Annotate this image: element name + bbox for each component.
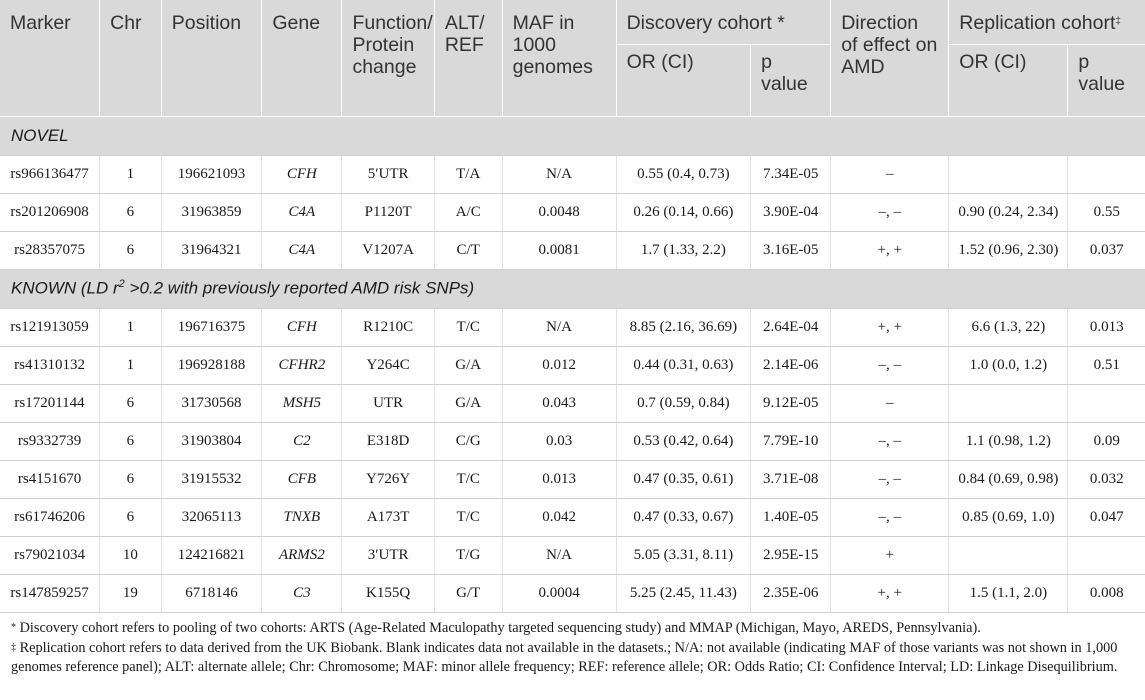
cell-position: 31964321 <box>161 231 262 269</box>
cell-or-ci: 0.26 (0.14, 0.66) <box>616 193 751 231</box>
table-body <box>0 116 1145 612</box>
section-label <box>0 116 1145 155</box>
cell-or-ci: 0.53 (0.42, 0.64) <box>616 422 751 460</box>
section-label-text: KNOWN (LD r <box>11 278 119 298</box>
cell-rep-p-value: 0.008 <box>1068 574 1145 612</box>
cell-direction: –, – <box>831 422 949 460</box>
cell-rep-or-ci: 0.84 (0.69, 0.98) <box>949 460 1068 498</box>
cell-maf: 0.043 <box>502 384 616 422</box>
cell-direction: +, + <box>831 231 949 269</box>
cell-rep-p-value: 0.51 <box>1068 346 1145 384</box>
cell-direction: + <box>831 536 949 574</box>
cell-position: 31915532 <box>161 460 262 498</box>
cell-chr: 1 <box>100 155 162 193</box>
table-row <box>0 536 1145 574</box>
cell-function: A173T <box>342 498 434 536</box>
cell-rep-or-ci: 1.52 (0.96, 2.30) <box>949 231 1068 269</box>
table-row <box>0 384 1145 422</box>
section-label-text: NOVEL <box>11 125 69 145</box>
cell-rep-p-value: 0.013 <box>1068 308 1145 346</box>
cell-maf: N/A <box>502 155 616 193</box>
header-replication <box>949 0 1145 44</box>
cell-chr: 6 <box>100 422 162 460</box>
cell-rep-p-value <box>1068 384 1145 422</box>
cell-direction: –, – <box>831 498 949 536</box>
cell-rep-p-value: 0.037 <box>1068 231 1145 269</box>
cell-gene: CFB <box>262 460 342 498</box>
header-function: Function/ Protein change <box>342 0 434 116</box>
header-gene: Gene <box>262 0 342 116</box>
section-label-suffix: >0.2 with previously reported AMD risk SNPs) <box>124 278 475 298</box>
cell-position: 196716375 <box>161 308 262 346</box>
cell-chr: 10 <box>100 536 162 574</box>
cell-function: Y264C <box>342 346 434 384</box>
cell-function: K155Q <box>342 574 434 612</box>
cell-chr: 6 <box>100 193 162 231</box>
cell-gene: C3 <box>262 574 342 612</box>
table-row <box>0 574 1145 612</box>
header-maf: MAF in 1000 genomes <box>502 0 616 116</box>
header-alt-ref: ALT/ REF <box>434 0 502 116</box>
table-row <box>0 155 1145 193</box>
footnotes <box>11 619 1139 678</box>
cell-rep-or-ci <box>949 536 1068 574</box>
table-row <box>0 308 1145 346</box>
cell-maf: 0.013 <box>502 460 616 498</box>
cell-rep-or-ci <box>949 384 1068 422</box>
cell-maf: 0.0048 <box>502 193 616 231</box>
cell-function: R1210C <box>342 308 434 346</box>
cell-position: 196621093 <box>161 155 262 193</box>
cell-position: 6718146 <box>161 574 262 612</box>
cell-alt-ref: G/A <box>434 384 502 422</box>
header-replication-label: Replication cohort <box>959 12 1116 34</box>
cell-alt-ref: T/C <box>434 308 502 346</box>
header-discovery: Discovery cohort * <box>616 0 831 44</box>
cell-marker: rs4151670 <box>0 460 100 498</box>
cell-marker: rs201206908 <box>0 193 100 231</box>
cell-p-value: 3.71E-08 <box>751 460 831 498</box>
cell-gene: CFHR2 <box>262 346 342 384</box>
cell-chr: 19 <box>100 574 162 612</box>
cell-maf: 0.03 <box>502 422 616 460</box>
cell-gene: CFH <box>262 155 342 193</box>
cell-or-ci: 0.47 (0.35, 0.61) <box>616 460 751 498</box>
cell-rep-p-value <box>1068 536 1145 574</box>
table-row <box>0 231 1145 269</box>
cell-alt-ref: T/G <box>434 536 502 574</box>
cell-alt-ref: C/T <box>434 231 502 269</box>
cell-rep-p-value <box>1068 155 1145 193</box>
cell-p-value: 2.64E-04 <box>751 308 831 346</box>
cell-p-value: 1.40E-05 <box>751 498 831 536</box>
cell-direction: +, + <box>831 574 949 612</box>
cell-p-value: 9.12E-05 <box>751 384 831 422</box>
cell-maf: 0.042 <box>502 498 616 536</box>
cell-position: 32065113 <box>161 498 262 536</box>
cell-marker: rs61746206 <box>0 498 100 536</box>
cell-p-value: 3.90E-04 <box>751 193 831 231</box>
cell-function: 5′UTR <box>342 155 434 193</box>
cell-function: E318D <box>342 422 434 460</box>
cell-position: 196928188 <box>161 346 262 384</box>
cell-rep-or-ci: 1.1 (0.98, 1.2) <box>949 422 1068 460</box>
cell-chr: 6 <box>100 384 162 422</box>
cell-maf: 0.0081 <box>502 231 616 269</box>
table-row <box>0 498 1145 536</box>
cell-marker: rs966136477 <box>0 155 100 193</box>
cell-alt-ref: A/C <box>434 193 502 231</box>
cell-or-ci: 8.85 (2.16, 36.69) <box>616 308 751 346</box>
cell-maf: 0.0004 <box>502 574 616 612</box>
cell-gene: ARMS2 <box>262 536 342 574</box>
cell-or-ci: 5.25 (2.45, 11.43) <box>616 574 751 612</box>
cell-function: 3′UTR <box>342 536 434 574</box>
footnote-text: Discovery cohort refers to pooling of two cohorts: ARTS (Age-Related Maculopathy targeted sequencing study) and MMAP (Michigan, Mayo, AREDS, Pennsylvania). <box>19 620 981 636</box>
footnote-replication <box>11 639 1139 678</box>
header-position: Position <box>161 0 262 116</box>
cell-alt-ref: G/A <box>434 346 502 384</box>
cell-direction: – <box>831 155 949 193</box>
section-label-superscript: 2 <box>118 278 125 291</box>
table-row <box>0 193 1145 231</box>
cell-alt-ref: C/G <box>434 422 502 460</box>
header-marker: Marker <box>0 0 100 116</box>
replication-symbol: ‡ <box>1115 16 1121 27</box>
cell-position: 124216821 <box>161 536 262 574</box>
cell-or-ci: 0.44 (0.31, 0.63) <box>616 346 751 384</box>
cell-rep-or-ci: 0.85 (0.69, 1.0) <box>949 498 1068 536</box>
cell-alt-ref: G/T <box>434 574 502 612</box>
cell-maf: N/A <box>502 536 616 574</box>
cell-maf: N/A <box>502 308 616 346</box>
cell-chr: 1 <box>100 346 162 384</box>
cell-function: UTR <box>342 384 434 422</box>
cell-direction: – <box>831 384 949 422</box>
cell-marker: rs121913059 <box>0 308 100 346</box>
cell-p-value: 2.14E-06 <box>751 346 831 384</box>
cell-rep-or-ci: 0.90 (0.24, 2.34) <box>949 193 1068 231</box>
cell-direction: –, – <box>831 460 949 498</box>
header-or-ci-replication: OR (CI) <box>949 44 1068 116</box>
cell-direction: –, – <box>831 346 949 384</box>
cell-gene: C4A <box>262 231 342 269</box>
cell-or-ci: 0.47 (0.33, 0.67) <box>616 498 751 536</box>
cell-gene: C2 <box>262 422 342 460</box>
section-row <box>0 269 1145 308</box>
cell-or-ci: 1.7 (1.33, 2.2) <box>616 231 751 269</box>
cell-rep-or-ci: 1.5 (1.1, 2.0) <box>949 574 1068 612</box>
cell-maf: 0.012 <box>502 346 616 384</box>
section-label <box>0 269 1145 308</box>
cell-rep-or-ci: 1.0 (0.0, 1.2) <box>949 346 1068 384</box>
cell-position: 31963859 <box>161 193 262 231</box>
cell-function: V1207A <box>342 231 434 269</box>
cell-function: P1120T <box>342 193 434 231</box>
cell-alt-ref: T/C <box>434 460 502 498</box>
cell-or-ci: 0.55 (0.4, 0.73) <box>616 155 751 193</box>
header-direction: Direction of effect on AMD <box>831 0 949 116</box>
table-row <box>0 460 1145 498</box>
header-p-value: p value <box>751 44 831 116</box>
cell-direction: –, – <box>831 193 949 231</box>
cell-p-value: 2.95E-15 <box>751 536 831 574</box>
cell-marker: rs147859257 <box>0 574 100 612</box>
cell-rep-p-value: 0.55 <box>1068 193 1145 231</box>
cell-rep-or-ci <box>949 155 1068 193</box>
cell-or-ci: 5.05 (3.31, 8.11) <box>616 536 751 574</box>
table-row <box>0 422 1145 460</box>
cell-chr: 6 <box>100 231 162 269</box>
cell-p-value: 2.35E-06 <box>751 574 831 612</box>
cell-alt-ref: T/C <box>434 498 502 536</box>
cell-marker: rs41310132 <box>0 346 100 384</box>
cell-p-value: 3.16E-05 <box>751 231 831 269</box>
cell-rep-p-value: 0.09 <box>1068 422 1145 460</box>
footnote-text: Replication cohort refers to data derived from the UK Biobank. Blank indicates data not available in the datasets.; N/A: not available (indicating MAF of those variants was not shown in 1,000 genomes reference panel); ALT: alternate allele; Chr: Chromosome; MAF: minor allele frequency; REF: reference allele; OR: Odds Ratio; CI: Confidence Interval; LD: Linkage Disequilibrium. <box>11 639 1118 675</box>
cell-rep-p-value: 0.047 <box>1068 498 1145 536</box>
cell-position: 31730568 <box>161 384 262 422</box>
cell-rep-p-value: 0.032 <box>1068 460 1145 498</box>
cell-marker: rs28357075 <box>0 231 100 269</box>
cell-gene: CFH <box>262 308 342 346</box>
footnote-symbol: * <box>11 622 16 633</box>
section-row <box>0 116 1145 155</box>
header-chr: Chr <box>100 0 162 116</box>
cell-position: 31903804 <box>161 422 262 460</box>
footnote-symbol: ‡ <box>11 641 16 653</box>
header-p-value-replication: p value <box>1068 44 1145 116</box>
cell-p-value: 7.79E-10 <box>751 422 831 460</box>
cell-chr: 1 <box>100 308 162 346</box>
cell-function: Y726Y <box>342 460 434 498</box>
cell-marker: rs9332739 <box>0 422 100 460</box>
cell-chr: 6 <box>100 498 162 536</box>
cell-or-ci: 0.7 (0.59, 0.84) <box>616 384 751 422</box>
cell-gene: MSH5 <box>262 384 342 422</box>
cell-marker: rs79021034 <box>0 536 100 574</box>
cell-gene: TNXB <box>262 498 342 536</box>
cell-marker: rs17201144 <box>0 384 100 422</box>
cell-rep-or-ci: 6.6 (1.3, 22) <box>949 308 1068 346</box>
cell-chr: 6 <box>100 460 162 498</box>
cell-direction: +, + <box>831 308 949 346</box>
header-or-ci: OR (CI) <box>616 44 751 116</box>
cell-gene: C4A <box>262 193 342 231</box>
footnote-discovery <box>11 619 1139 639</box>
table-row <box>0 346 1145 384</box>
cell-p-value: 7.34E-05 <box>751 155 831 193</box>
cell-alt-ref: T/A <box>434 155 502 193</box>
